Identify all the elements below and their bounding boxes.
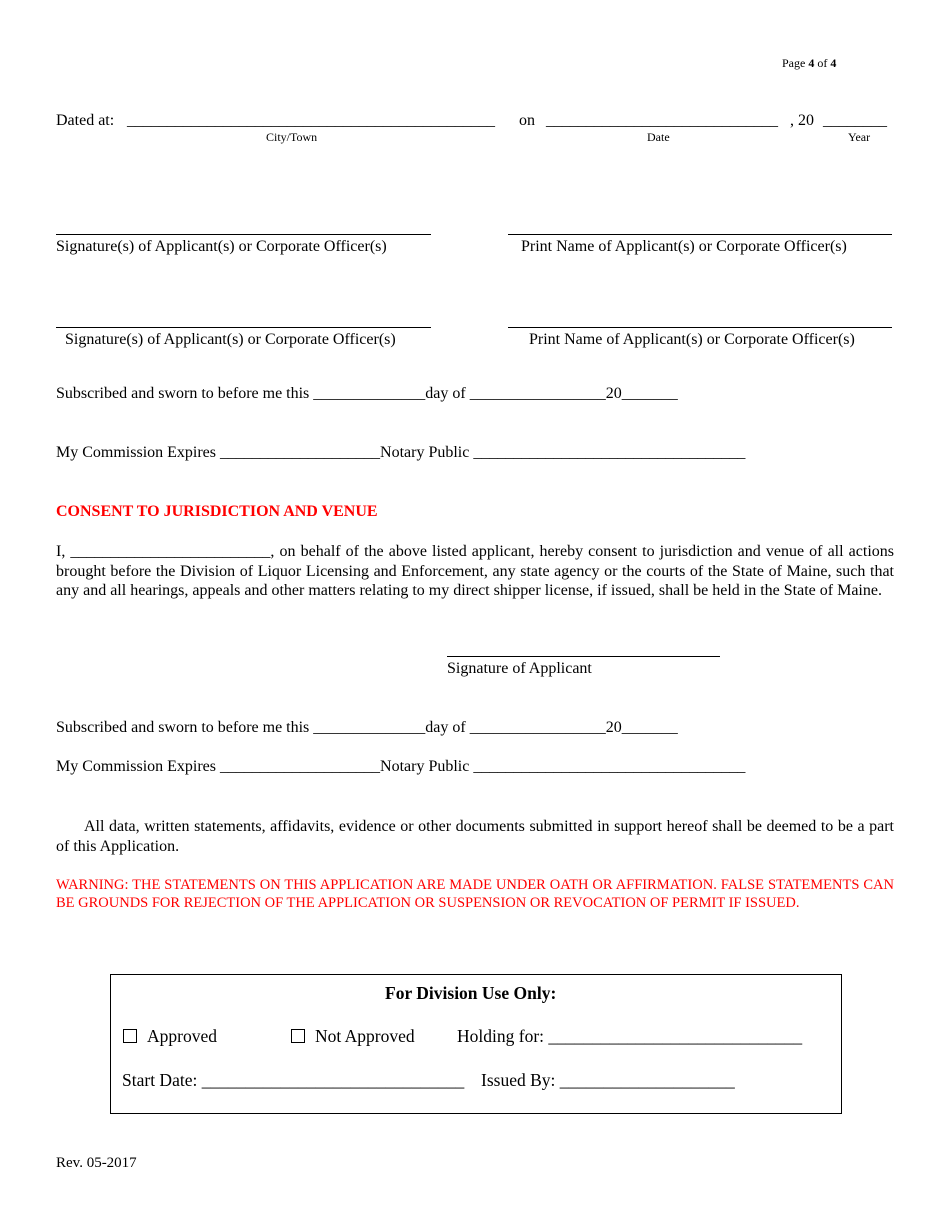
revision-label: Rev. 05-2017 (56, 1155, 137, 1171)
start-date-field[interactable]: Start Date: ______________________________ (122, 1070, 465, 1090)
dated-at-label: Dated at: (56, 112, 115, 129)
print-name-label-1: Print Name of Applicant(s) or Corporate Officer(s) (521, 238, 847, 255)
applicant-signature-label: Signature of Applicant (447, 660, 592, 677)
print-name-line-1[interactable] (508, 234, 892, 235)
division-use-box (110, 974, 842, 1114)
approved-option[interactable] (123, 1026, 217, 1047)
approved-checkbox[interactable] (123, 1029, 137, 1043)
page-of-label: of (817, 56, 828, 70)
signature-label-1: Signature(s) of Applicant(s) or Corporate Officer(s) (56, 238, 387, 255)
city-field[interactable]: ______________________________________________ (127, 112, 495, 129)
page-label: Page (782, 56, 806, 70)
date-caption: Date (647, 130, 670, 144)
signature-line-2[interactable] (56, 327, 431, 328)
warning-paragraph: WARNING: THE STATEMENTS ON THIS APPLICATION ARE MADE UNDER OATH OR AFFIRMATION. FALSE STATEMENTS CAN BE GROUNDS FOR REJECTION OF THE APPLICATION OR SUSPENSION OR REVOCATION OF PERMIT IF ISSUED. (56, 877, 894, 911)
not-approved-checkbox[interactable] (291, 1029, 305, 1043)
sworn-line-2[interactable]: Subscribed and sworn to before me this ______________day of _________________20_______ (56, 719, 678, 736)
signature-label-2: Signature(s) of Applicant(s) or Corporate Officer(s) (65, 331, 396, 348)
not-approved-option[interactable] (291, 1026, 415, 1047)
holding-for-field[interactable]: Holding for: _____________________________ (457, 1026, 803, 1046)
print-name-line-2[interactable] (508, 327, 892, 328)
year-caption: Year (848, 130, 871, 144)
issued-by-field[interactable]: Issued By: ____________________ (481, 1070, 735, 1090)
year-prefix-label: , 20 (790, 112, 814, 129)
page-number (782, 56, 836, 71)
year-field[interactable]: ________ (823, 112, 887, 129)
consent-paragraph: I, _________________________, on behalf of the above listed applicant, hereby consent to jurisdiction and venue of all actions brought before the Division of Liquor Licensing and Enforcement, any state agency or the courts of the State of Maine, such that any and all hearings, appeals and other matters relating to my direct shipper license, if issued, shall be held in the State of Maine. (56, 543, 894, 599)
signature-line-1[interactable] (56, 234, 431, 235)
page-total: 4 (830, 56, 837, 70)
approved-label: Approved (147, 1026, 217, 1046)
statement-paragraph: All data, written statements, affidavits, evidence or other documents submitted in support hereof shall be deemed to be a part of this Application. (56, 818, 894, 855)
not-approved-label: Not Approved (315, 1026, 415, 1046)
print-name-label-2: Print Name of Applicant(s) or Corporate Officer(s) (529, 331, 855, 348)
sworn-line-1[interactable]: Subscribed and sworn to before me this ______________day of _________________20_______ (56, 385, 678, 402)
page-current: 4 (808, 56, 815, 70)
city-caption: City/Town (266, 130, 318, 144)
consent-heading: CONSENT TO JURISDICTION AND VENUE (56, 503, 378, 520)
commission-line-1[interactable]: My Commission Expires ____________________Notary Public __________________________________ (56, 444, 746, 461)
division-use-title: For Division Use Only: (385, 983, 557, 1003)
commission-line-2[interactable]: My Commission Expires ____________________Notary Public __________________________________ (56, 758, 746, 775)
date-field[interactable]: _____________________________ (546, 112, 778, 129)
on-label: on (519, 112, 535, 129)
applicant-signature-line[interactable] (447, 656, 720, 657)
